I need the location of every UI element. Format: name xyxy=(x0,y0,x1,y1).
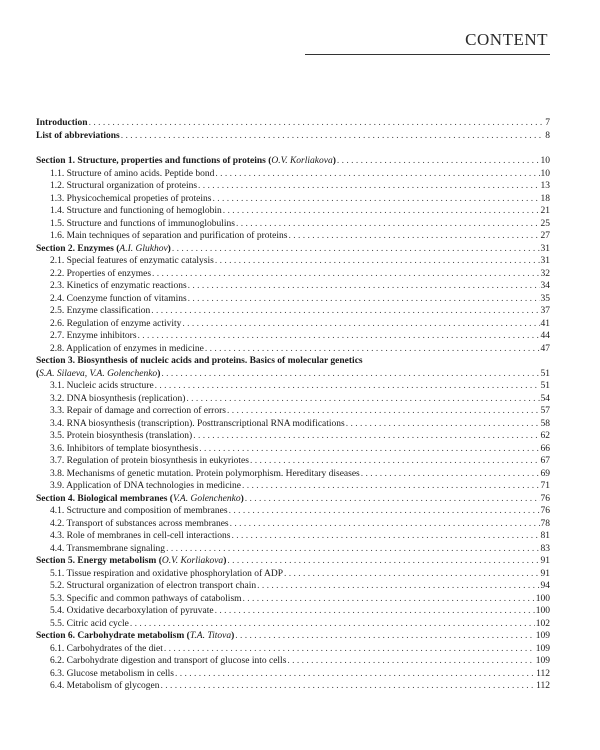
toc-page-number: 83 xyxy=(540,543,550,554)
toc-entry-title: 2.2. Properties of enzymes xyxy=(50,268,152,279)
toc-entry-label xyxy=(50,655,286,668)
toc-entry-title: 3.4. RNA biosynthesis (transcription). Posttranscriptional RNA modifications xyxy=(50,418,345,429)
toc-leader-dots xyxy=(337,155,540,168)
toc-entry-title: 3.9. Application of DNA technologies in medicine xyxy=(50,481,242,491)
toc-subsection-row[interactable] xyxy=(36,218,550,231)
toc-entry-author: V.A. Golenchenko xyxy=(172,493,241,504)
toc-leader-dots xyxy=(89,117,545,130)
toc-subsection-row[interactable] xyxy=(36,305,550,318)
toc-page-number: 112 xyxy=(536,681,550,691)
toc-page-number: 57 xyxy=(540,406,550,416)
toc-section-row[interactable] xyxy=(36,130,550,143)
toc-page-number: 13 xyxy=(540,181,550,191)
toc-page-number: 91 xyxy=(540,568,550,579)
toc-entry-label xyxy=(50,518,229,531)
toc-entry-title: 3.1. Nucleic acids structure xyxy=(50,381,154,391)
toc-page-number: 109 xyxy=(535,631,550,641)
toc-page-number: 34 xyxy=(540,281,550,291)
toc-entry-title: 1.1. Structure of amino acids. Peptide bond xyxy=(50,168,215,179)
toc-subsection-row[interactable] xyxy=(36,418,550,431)
toc-entry-title: 6.4. Metabolism of glycogen xyxy=(50,681,160,691)
toc-entry-label xyxy=(50,668,174,681)
toc-entry-title: Section 6. Carbohydrate metabolism xyxy=(36,631,185,641)
toc-section-row[interactable] xyxy=(36,155,550,168)
toc-entry-author: T.A. Titova xyxy=(189,631,232,641)
toc-page-number: 66 xyxy=(540,443,550,454)
toc-subsection-row[interactable] xyxy=(36,580,550,593)
toc-leader-dots xyxy=(288,230,539,243)
toc-leader-dots xyxy=(242,480,539,493)
toc-entry-title: 5.2. Structural organization of electron transport chain xyxy=(50,581,257,591)
toc-subsection-row[interactable] xyxy=(36,193,550,206)
toc-entry-title: 6.3. Glucose metabolism in cells xyxy=(50,668,175,679)
toc-entry-label xyxy=(50,530,230,543)
toc-leader-dots xyxy=(223,205,540,218)
toc-page-number: 76 xyxy=(540,493,550,504)
toc-page-number: 81 xyxy=(540,531,550,541)
toc-entry-label xyxy=(50,168,214,181)
toc-leader-dots xyxy=(161,680,536,693)
toc-entry-title: 1.6. Main techniques of separation and purification of proteins xyxy=(50,231,288,241)
toc-page-number: 109 xyxy=(535,656,550,666)
toc-entry-label xyxy=(50,255,214,268)
toc-page-number: 94 xyxy=(540,581,550,591)
toc-entry-author: A.I. Glukhov xyxy=(119,243,168,254)
toc-page-number: 37 xyxy=(540,306,550,316)
toc-entry-label xyxy=(50,293,187,306)
toc-leader-dots xyxy=(161,368,539,381)
toc-subsection-row[interactable] xyxy=(36,443,550,456)
toc-entry-label xyxy=(50,455,249,468)
toc-subsection-row[interactable] xyxy=(36,393,550,406)
toc-entry-title: 4.2. Transport of substances across membranes xyxy=(50,518,229,529)
toc-entry-label xyxy=(50,580,256,593)
toc-page-number: 47 xyxy=(540,343,550,354)
toc-leader-dots xyxy=(155,380,540,393)
toc-entry-author: S.A. Silaeva, V.A. Golenchenko xyxy=(39,368,158,379)
toc-entry-label xyxy=(50,418,345,431)
toc-entry-title: 3.3. Repair of damage and correction of errors xyxy=(50,406,226,416)
toc-leader-dots xyxy=(235,630,534,643)
toc-entry-title: Section 2. Enzymes xyxy=(36,243,114,254)
toc-entry-title: 3.7. Regulation of protein biosynthesis in eukyriotes xyxy=(50,456,249,466)
toc-leader-dots xyxy=(199,443,539,456)
toc-entry-title: Section 1. Structure, properties and functions of proteins xyxy=(36,156,266,166)
toc-entry-label xyxy=(50,468,360,481)
toc-leader-dots xyxy=(236,218,540,231)
toc-page-number: 10 xyxy=(540,156,550,166)
toc-entry-title: 3.5. Protein biosynthesis (translation) xyxy=(50,431,193,441)
toc-entry-label xyxy=(36,130,120,143)
toc-entry-label xyxy=(50,218,235,231)
toc-leader-dots xyxy=(193,430,539,443)
toc-leader-dots xyxy=(215,168,539,181)
toc-entry-label xyxy=(50,405,226,418)
toc-entry-title: 3.2. DNA biosynthesis (replication) xyxy=(50,393,186,404)
toc-leader-dots xyxy=(243,593,535,606)
toc-entry-title: 5.3. Specific and common pathways of catabolism xyxy=(50,593,242,604)
toc-leader-dots xyxy=(182,318,539,331)
toc-subsection-row[interactable] xyxy=(36,405,550,418)
toc-entry-title: List of abbreviations xyxy=(36,130,120,141)
toc-page-number: 31 xyxy=(540,243,550,254)
toc-subsection-row[interactable] xyxy=(36,318,550,331)
toc-leader-dots xyxy=(186,393,539,406)
toc-leader-dots xyxy=(130,618,535,631)
toc-leader-dots xyxy=(151,305,539,318)
toc-subsection-row[interactable] xyxy=(36,593,550,606)
toc-subsection-row[interactable] xyxy=(36,468,550,481)
toc-entry-label xyxy=(50,343,204,356)
toc-gap xyxy=(36,142,550,155)
toc-subsection-row[interactable] xyxy=(36,455,550,468)
toc-entry-label xyxy=(50,443,198,456)
toc-entry-label: Section 6. Carbohydrate metabolism (T.A. Titova) xyxy=(36,631,235,641)
toc-entry-title: 1.4. Structure and functioning of hemoglobin xyxy=(50,206,222,216)
toc-entry-title: 6.2. Carbohydrate digestion and transport of glucose into cells xyxy=(50,656,287,666)
toc-entry-label xyxy=(50,643,163,656)
toc-entry-label xyxy=(50,568,283,581)
toc-page-number: 109 xyxy=(535,643,550,654)
toc-subsection-row[interactable] xyxy=(36,680,550,693)
toc-page-number: 31 xyxy=(540,256,550,266)
toc-subsection-row[interactable] xyxy=(36,430,550,443)
toc-leader-dots xyxy=(166,543,539,556)
toc-page-number: 54 xyxy=(540,393,550,404)
toc-entry-label xyxy=(50,430,192,443)
toc-subsection-row[interactable] xyxy=(36,268,550,281)
toc-page-number: 8 xyxy=(545,130,550,141)
toc-entry-label xyxy=(50,330,137,343)
toc-subsection-row[interactable] xyxy=(36,518,550,531)
toc-entry-label xyxy=(50,380,154,393)
toc-entry-title: 3.8. Mechanisms of genetic mutation. Protein polymorphism. Hereditary diseases xyxy=(50,468,360,479)
toc-section-row[interactable] xyxy=(36,355,550,368)
table-of-contents xyxy=(36,117,550,693)
toc-entry-title: 2.3. Kinetics of enzymatic reactions xyxy=(50,281,187,291)
toc-entry-label xyxy=(50,305,150,318)
toc-leader-dots xyxy=(121,130,544,143)
toc-page-number: 44 xyxy=(540,331,550,341)
toc-leader-dots xyxy=(175,668,535,681)
toc-entry-title: 2.1. Special features of enzymatic catalysis xyxy=(50,256,214,266)
toc-entry-label: Section 4. Biological membranes (V.A. Golenchenko) xyxy=(36,493,244,504)
toc-entry-label: Section 5. Energy metabolism (O.V. Korliakova) xyxy=(36,556,227,566)
toc-leader-dots xyxy=(188,293,540,306)
toc-leader-dots xyxy=(152,268,539,281)
toc-leader-dots xyxy=(212,193,539,206)
toc-entry-label xyxy=(50,193,211,206)
toc-leader-dots xyxy=(198,180,539,193)
toc-entry-title: 2.4. Coenzyme function of vitamins xyxy=(50,293,187,304)
toc-page-number: 62 xyxy=(540,431,550,441)
toc-subsection-row[interactable] xyxy=(36,618,550,631)
toc-leader-dots xyxy=(284,568,539,581)
toc-leader-dots xyxy=(229,505,540,518)
toc-section-row[interactable] xyxy=(36,555,550,568)
toc-page-number: 21 xyxy=(540,206,550,216)
toc-entry-label xyxy=(50,543,165,556)
toc-entry-label xyxy=(50,605,214,618)
toc-entry-title: 3.6. Inhibitors of template biosynthesis xyxy=(50,443,199,454)
toc-leader-dots xyxy=(227,555,539,568)
toc-entry-label xyxy=(50,480,241,493)
toc-subsection-row[interactable] xyxy=(36,343,550,356)
toc-page-number: 51 xyxy=(540,368,550,379)
toc-leader-dots xyxy=(257,580,539,593)
toc-page-number: 27 xyxy=(540,231,550,241)
toc-leader-dots xyxy=(205,343,540,356)
toc-page-number: 58 xyxy=(540,418,550,429)
toc-entry-label: Section 1. Structure, properties and functions of proteins (O.V. Korliakova) xyxy=(36,156,336,166)
toc-leader-dots xyxy=(215,255,540,268)
toc-entry-label xyxy=(50,280,187,293)
toc-entry-label xyxy=(50,393,185,406)
toc-leader-dots xyxy=(287,655,534,668)
toc-page-number: 10 xyxy=(540,168,550,179)
toc-leader-dots xyxy=(227,405,540,418)
toc-entry-title: Section 5. Energy metabolism xyxy=(36,556,157,566)
toc-leader-dots xyxy=(138,330,540,343)
toc-entry-label xyxy=(50,318,181,331)
toc-entry-title: 6.1. Carbohydrates of the diet xyxy=(50,643,163,654)
toc-entry-label: (S.A. Silaeva, V.A. Golenchenko) xyxy=(36,368,161,379)
toc-page-number: 67 xyxy=(540,456,550,466)
toc-leader-dots xyxy=(361,468,540,481)
toc-entry-label xyxy=(50,680,160,693)
toc-section-row[interactable] xyxy=(36,117,550,130)
toc-entry-label xyxy=(50,505,228,518)
toc-leader-dots xyxy=(215,605,535,618)
toc-leader-dots xyxy=(250,455,540,468)
toc-page-number: 78 xyxy=(540,518,550,529)
toc-subsection-row[interactable] xyxy=(36,168,550,181)
toc-section-row[interactable] xyxy=(36,630,550,643)
toc-subsection-row[interactable] xyxy=(36,568,550,581)
toc-leader-dots xyxy=(245,493,540,506)
toc-page-number: 91 xyxy=(540,556,550,566)
toc-entry-title: 1.2. Structural organization of proteins xyxy=(50,181,198,191)
toc-entry-title: 2.5. Enzyme classification xyxy=(50,306,151,316)
toc-leader-dots xyxy=(188,280,540,293)
toc-subsection-row[interactable] xyxy=(36,230,550,243)
toc-subsection-row[interactable] xyxy=(36,380,550,393)
header-rule xyxy=(305,54,550,55)
toc-page-number: 71 xyxy=(540,481,550,491)
toc-entry-label xyxy=(50,593,242,606)
toc-entry-title: 5.4. Oxidative decarboxylation of pyruvate xyxy=(50,606,214,616)
toc-page-number: 76 xyxy=(540,506,550,516)
toc-entry-title: 5.1. Tissue respiration and oxidative phosphorylation of ADP xyxy=(50,568,284,579)
toc-entry-title: 2.7. Enzyme inhibitors xyxy=(50,331,137,341)
toc-entry-label xyxy=(36,117,88,130)
toc-page-number: 25 xyxy=(540,218,550,229)
toc-entry-title: 2.6. Regulation of enzyme activity xyxy=(50,318,182,329)
page-title: CONTENT xyxy=(465,30,548,49)
toc-subsection-row[interactable] xyxy=(36,180,550,193)
toc-entry-title: 1.5. Structure and functions of immunoglobulins xyxy=(50,218,235,229)
toc-page-number: 7 xyxy=(545,118,550,128)
toc-leader-dots xyxy=(172,243,540,256)
toc-page-number: 69 xyxy=(540,468,550,479)
toc-subsection-row[interactable] xyxy=(36,668,550,681)
toc-subsection-row[interactable] xyxy=(36,543,550,556)
toc-entry-title: Introduction xyxy=(36,118,88,128)
toc-entry-author: O.V. Korliakova xyxy=(161,556,224,566)
toc-page-number: 100 xyxy=(535,593,550,604)
toc-entry-title: Section 4. Biological membranes xyxy=(36,493,168,504)
toc-entry-title: 2.8. Application of enzymes in medicine xyxy=(50,343,204,354)
toc-leader-dots xyxy=(346,418,540,431)
toc-page-number: 102 xyxy=(535,618,550,629)
toc-entry-title: 1.3. Physicochemical propeties of proteins xyxy=(50,193,212,204)
toc-page-number: 100 xyxy=(535,606,550,616)
toc-entry-label xyxy=(50,268,151,281)
toc-page-number: 112 xyxy=(536,668,550,679)
toc-page-number: 32 xyxy=(540,268,550,279)
toc-entry-label xyxy=(36,355,363,368)
toc-section-row[interactable] xyxy=(36,493,550,506)
toc-page-number: 35 xyxy=(540,293,550,304)
toc-subsection-row[interactable] xyxy=(36,280,550,293)
toc-subsection-row[interactable] xyxy=(36,643,550,656)
toc-entry-label: Section 2. Enzymes (A.I. Glukhov) xyxy=(36,243,171,254)
toc-page-number: 51 xyxy=(540,381,550,391)
toc-entry-title: Section 3. Biosynthesis of nucleic acids and proteins. Basics of molecular genetics xyxy=(36,356,363,366)
toc-subsection-row[interactable] xyxy=(36,293,550,306)
toc-entry-title: 4.3. Role of membranes in cell-cell interactions xyxy=(50,531,231,541)
toc-subsection-row[interactable] xyxy=(36,655,550,668)
toc-entry-title: 5.5. Citric acid cycle xyxy=(50,618,129,629)
toc-entry-author: O.V. Korliakova xyxy=(271,156,333,166)
toc-entry-title: 4.1. Sctructure and composition of membranes xyxy=(50,506,228,516)
toc-subsection-row[interactable] xyxy=(36,505,550,518)
toc-entry-label xyxy=(50,205,222,218)
toc-subsection-row[interactable] xyxy=(36,605,550,618)
toc-section-row[interactable] xyxy=(36,243,550,256)
toc-page-number: 41 xyxy=(540,318,550,329)
toc-entry-label xyxy=(50,180,197,193)
toc-section-row[interactable] xyxy=(36,368,550,381)
toc-subsection-row[interactable] xyxy=(36,255,550,268)
toc-entry-label xyxy=(50,618,129,631)
toc-leader-dots xyxy=(164,643,535,656)
toc-entry-title: 4.4. Transmembrane signaling xyxy=(50,543,166,554)
toc-leader-dots xyxy=(230,518,540,531)
toc-entry-label xyxy=(50,230,287,243)
toc-page-number: 18 xyxy=(540,193,550,204)
toc-subsection-row[interactable] xyxy=(36,205,550,218)
toc-subsection-row[interactable] xyxy=(36,530,550,543)
toc-subsection-row[interactable] xyxy=(36,330,550,343)
toc-subsection-row[interactable] xyxy=(36,480,550,493)
toc-leader-dots xyxy=(231,530,539,543)
